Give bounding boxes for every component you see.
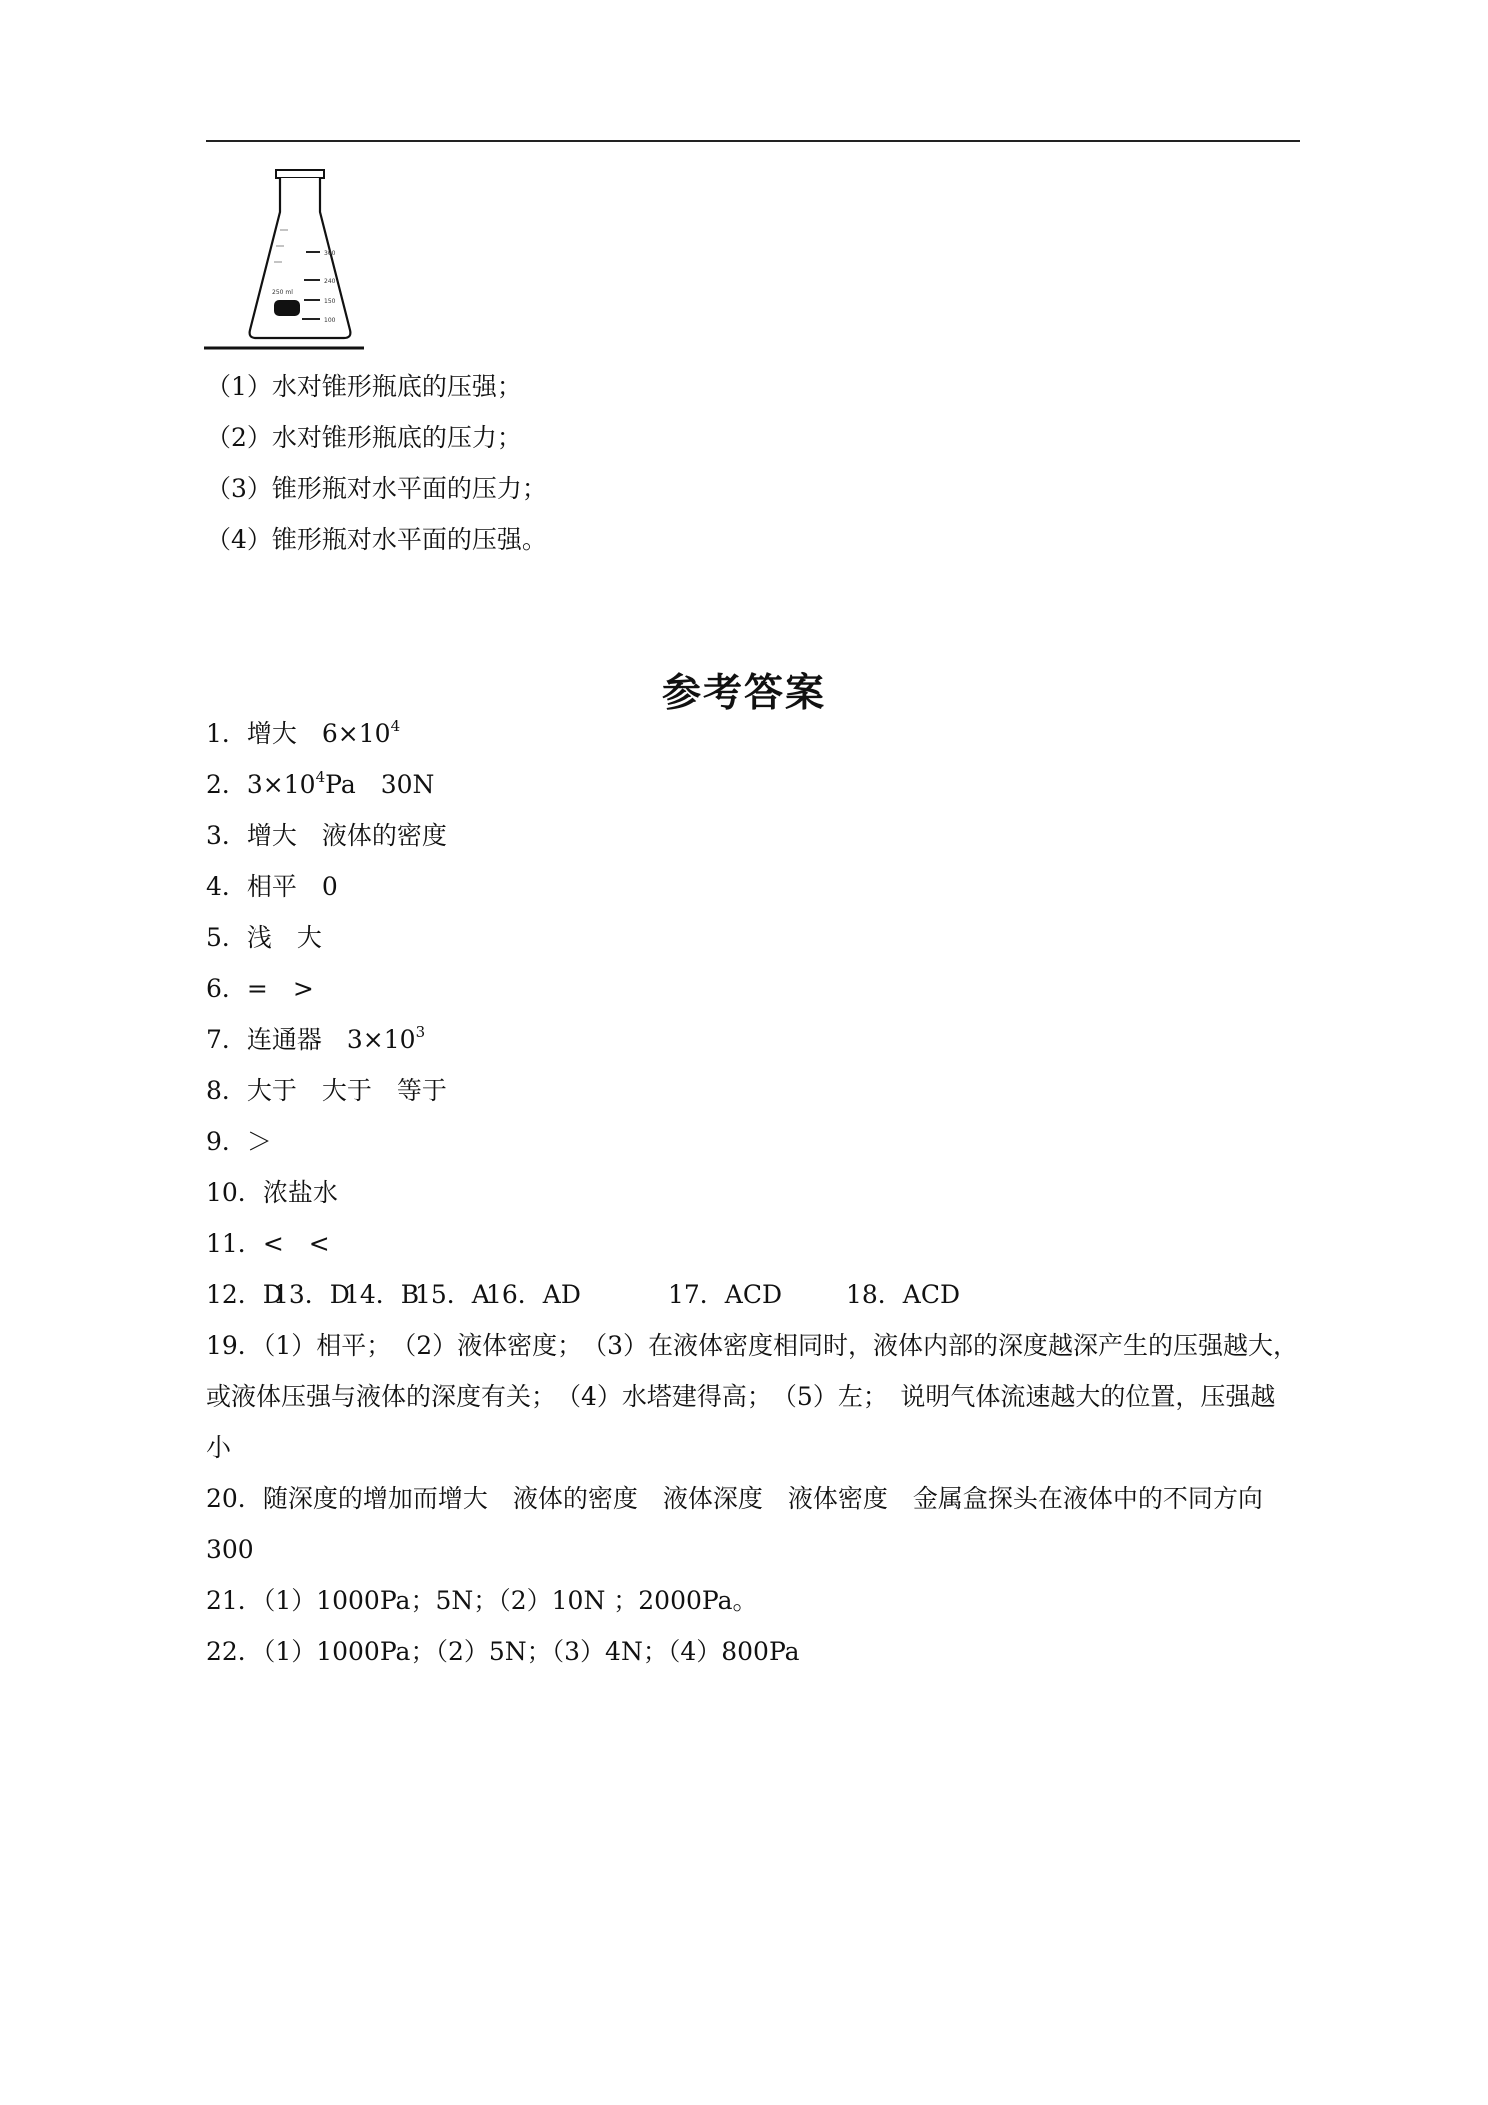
header-rule xyxy=(206,140,1300,142)
answer-list xyxy=(206,714,1300,1677)
answer-9: 9．＞ xyxy=(206,1127,272,1156)
answers-12-to-18 xyxy=(206,1275,1300,1326)
answer-3: 3．增大 液体的密度 xyxy=(206,821,447,850)
flask-capacity-label: 250 ml xyxy=(272,289,293,296)
answer-13: 13．D xyxy=(273,1280,350,1309)
question-2: （2）水对锥形瓶底的压力； xyxy=(206,423,522,452)
answer-10: 10．浓盐水 xyxy=(206,1178,338,1207)
flask-mark-300: 300 xyxy=(324,250,336,257)
answer-12: 12．D xyxy=(206,1280,283,1309)
answer-2: 2．$3\times 10^4Pa$ 30N xyxy=(206,767,435,799)
answer-22: 22．（1）1000Pa；（2）5N；（3）4N；（4）800Pa xyxy=(206,1637,800,1666)
answer-21: 21．（1）1000Pa；5N；（2）10N ；2000Pa。 xyxy=(206,1586,758,1615)
answer-20: 20．随深度的增加而增大 液体的密度 液体深度 液体密度 金属盒探头在液体中的不同方向 300 xyxy=(206,1484,1288,1564)
question-4: （4）锥形瓶对水平面的压强。 xyxy=(206,525,547,554)
answer-16: 16．AD xyxy=(486,1280,581,1309)
answer-1: 1．增大 $6\times 10^4$ xyxy=(206,716,401,748)
answer-4: 4．相平 0 xyxy=(206,872,338,901)
answer-17: 17．ACD xyxy=(668,1280,783,1309)
conical-flask-figure xyxy=(204,166,364,356)
answer-7: 7．连通器 $3\times 10^3$ xyxy=(206,1022,426,1054)
answer-8: 8．大于 大于 等于 xyxy=(206,1076,447,1105)
answer-14: 14．B xyxy=(344,1280,420,1309)
answer-15: 15．A xyxy=(415,1280,490,1309)
flask-mark-100: 100 xyxy=(324,317,336,324)
answer-11: 11．< < xyxy=(206,1229,330,1258)
question-1: （1）水对锥形瓶底的压强； xyxy=(206,372,522,401)
flask-mark-240: 240 xyxy=(324,278,336,285)
answer-6: 6．= > xyxy=(206,974,314,1003)
answer-5: 5．浅 大 xyxy=(206,923,322,952)
question-3: （3）锥形瓶对水平面的压力； xyxy=(206,474,547,503)
flask-mark-150: 150 xyxy=(324,298,336,305)
answer-19: 19．（1）相平； （2）液体密度； （3）在液体密度相同时，液体内部的深度越深产生的压强越大，或液体压强与液体的深度有关； （4）水塔建得高； （5）左； 说明气体流速越大的位置，压强越小 xyxy=(206,1331,1299,1462)
answer-18: 18．ACD xyxy=(846,1280,961,1309)
answer-key-heading: 参考答案 xyxy=(661,671,826,716)
